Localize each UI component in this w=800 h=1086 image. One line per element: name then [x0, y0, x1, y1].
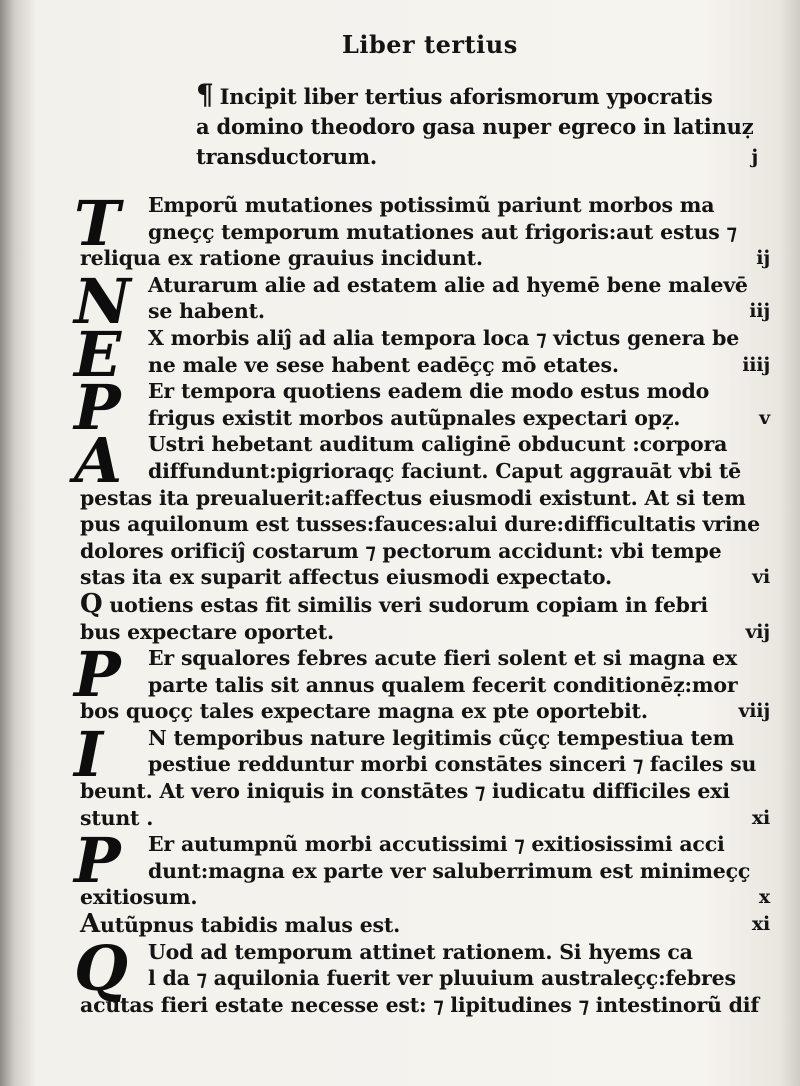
text-line: pestas ita preualuerit:affectus eiusmodi existunt. At si tem: [80, 485, 746, 510]
aphorism: [74, 717, 770, 831]
text-line: stas ita ex suparit affectus eiusmodi expectato. vi: [80, 565, 770, 590]
aphorism-numeral: x: [758, 886, 770, 909]
incipit-line: a domino theodoro gasa nuper egreco in latinuẓ: [196, 114, 754, 139]
decorated-initial: Q: [74, 931, 129, 1005]
text-line: reliqua ex ratione grauius incidunt. ij: [80, 246, 770, 271]
decorated-initial: P: [74, 824, 121, 898]
text-line: N temporibus nature legitimis cũçç tempestiua tem: [148, 725, 735, 750]
text-line: Ustri hebetant auditum caliginē obducunt :corpora: [148, 432, 728, 457]
aphorism-numeral: viij: [738, 700, 770, 723]
text-line: beunt. At vero iniquis in constātes ⁊ iudicatu difficiles exi: [80, 779, 730, 804]
text-line: frigus existit morbos autũpnales expectari opẓ. v: [148, 405, 770, 430]
text-line: parte talis sit annus qualem fecerit conditionēẓ:mor: [148, 672, 738, 697]
decorated-initial: T: [74, 187, 121, 260]
aphorism-numeral: j: [751, 146, 758, 168]
incipit-block: [196, 80, 776, 172]
text-line: dolores orificiĵ costarum ⁊ pectorum accidunt: vbi tempe: [80, 538, 722, 563]
text-line: Er squalores febres acute fieri solent et si magna ex: [148, 646, 737, 671]
decorated-initial: Q: [80, 588, 103, 619]
decorated-initial: P: [74, 371, 121, 445]
aphorism-numeral: vi: [752, 566, 770, 589]
decorated-initial: P: [74, 638, 121, 712]
running-header: Liber tertius: [342, 30, 518, 59]
text-line: pus aquilonum est tusses:fauces:alui dure:difficultatis vrine: [80, 512, 760, 537]
text-line: Uod ad temporum attinet rationem. Si hyems ca: [148, 939, 693, 964]
text-line: Aturarum alie ad estatem alie ad hyemē bene malevē: [148, 272, 748, 297]
aphorism: [74, 187, 770, 272]
aphorism-numeral: xi: [751, 913, 770, 936]
incipit-line: ¶ Incipit liber tertius aforismorum ypocratis: [196, 78, 713, 111]
text-line: Er autumpnũ morbi accutissimi ⁊ exitiosissimi acci: [148, 832, 725, 857]
text-line: pestiue redduntur morbi constātes sinceri ⁊ faciles su: [148, 752, 757, 777]
decorated-initial: E: [74, 317, 122, 391]
aphorism: [74, 424, 770, 591]
text-line: acutas fieri estate necesse est: ⁊ lipitudines ⁊ intestinorũ dif: [80, 992, 759, 1017]
text-line: bus expectare oportet. vij: [80, 619, 770, 644]
pilcrow-icon: ¶: [196, 78, 214, 111]
text-line: diffundunt:pigrioraqç faciunt. Caput aggrauāt vbi tē: [148, 458, 741, 483]
decorated-initial: I: [74, 717, 104, 791]
aphorism-numeral: v: [759, 406, 770, 429]
text-line: dunt:magna ex parte ver saluberrimum est minimeçç: [148, 858, 751, 883]
aphorism: [80, 911, 770, 939]
aphorism-text: [74, 187, 770, 1018]
text-line: ne male ve sese habent eadēçç mō etates. iiij: [148, 352, 770, 377]
text-line: exitiosum. x: [80, 885, 770, 910]
decorated-initial: A: [74, 424, 123, 498]
text-line: se habent. iij: [148, 299, 770, 324]
aphorism-numeral: xi: [751, 806, 770, 829]
aphorism: [74, 931, 770, 1019]
decorated-initial: N: [74, 264, 131, 338]
text-line: Autũpnus tabidis malus est. xi: [80, 909, 770, 940]
text-line: Emporũ mutationes potissimũ pariunt morbos ma: [148, 193, 715, 217]
text-line: stunt . xi: [80, 805, 770, 830]
text-line: Er tempora quotiens eadem die modo estus modo: [148, 379, 710, 404]
text-line: l da ⁊ aquilonia fuerit ver pluuium australeçç:febres: [148, 966, 736, 991]
aphorism: [74, 638, 770, 725]
aphorism: [74, 317, 770, 391]
aphorism: [74, 824, 770, 911]
text-line: X morbis aliĵ ad alia tempora loca ⁊ victus genera be: [148, 325, 740, 350]
aphorism-numeral: vij: [745, 620, 770, 643]
aphorism-numeral: iiij: [742, 353, 770, 376]
incipit-line: transductorum. j: [196, 142, 776, 172]
aphorism-numeral: ij: [756, 247, 770, 270]
aphorism: [80, 588, 770, 645]
decorated-initial: A: [80, 909, 100, 940]
text-line: bos quoçç tales expectare magna ex pte oportebit. viij: [80, 699, 770, 724]
text-line: gneçç temporum mutationes aut frigoris:aut estus ⁊: [148, 219, 737, 244]
aphorism-numeral: iij: [749, 300, 770, 323]
text-line: Q uotiens estas fit similis veri sudorum copiam in febri: [80, 588, 709, 619]
